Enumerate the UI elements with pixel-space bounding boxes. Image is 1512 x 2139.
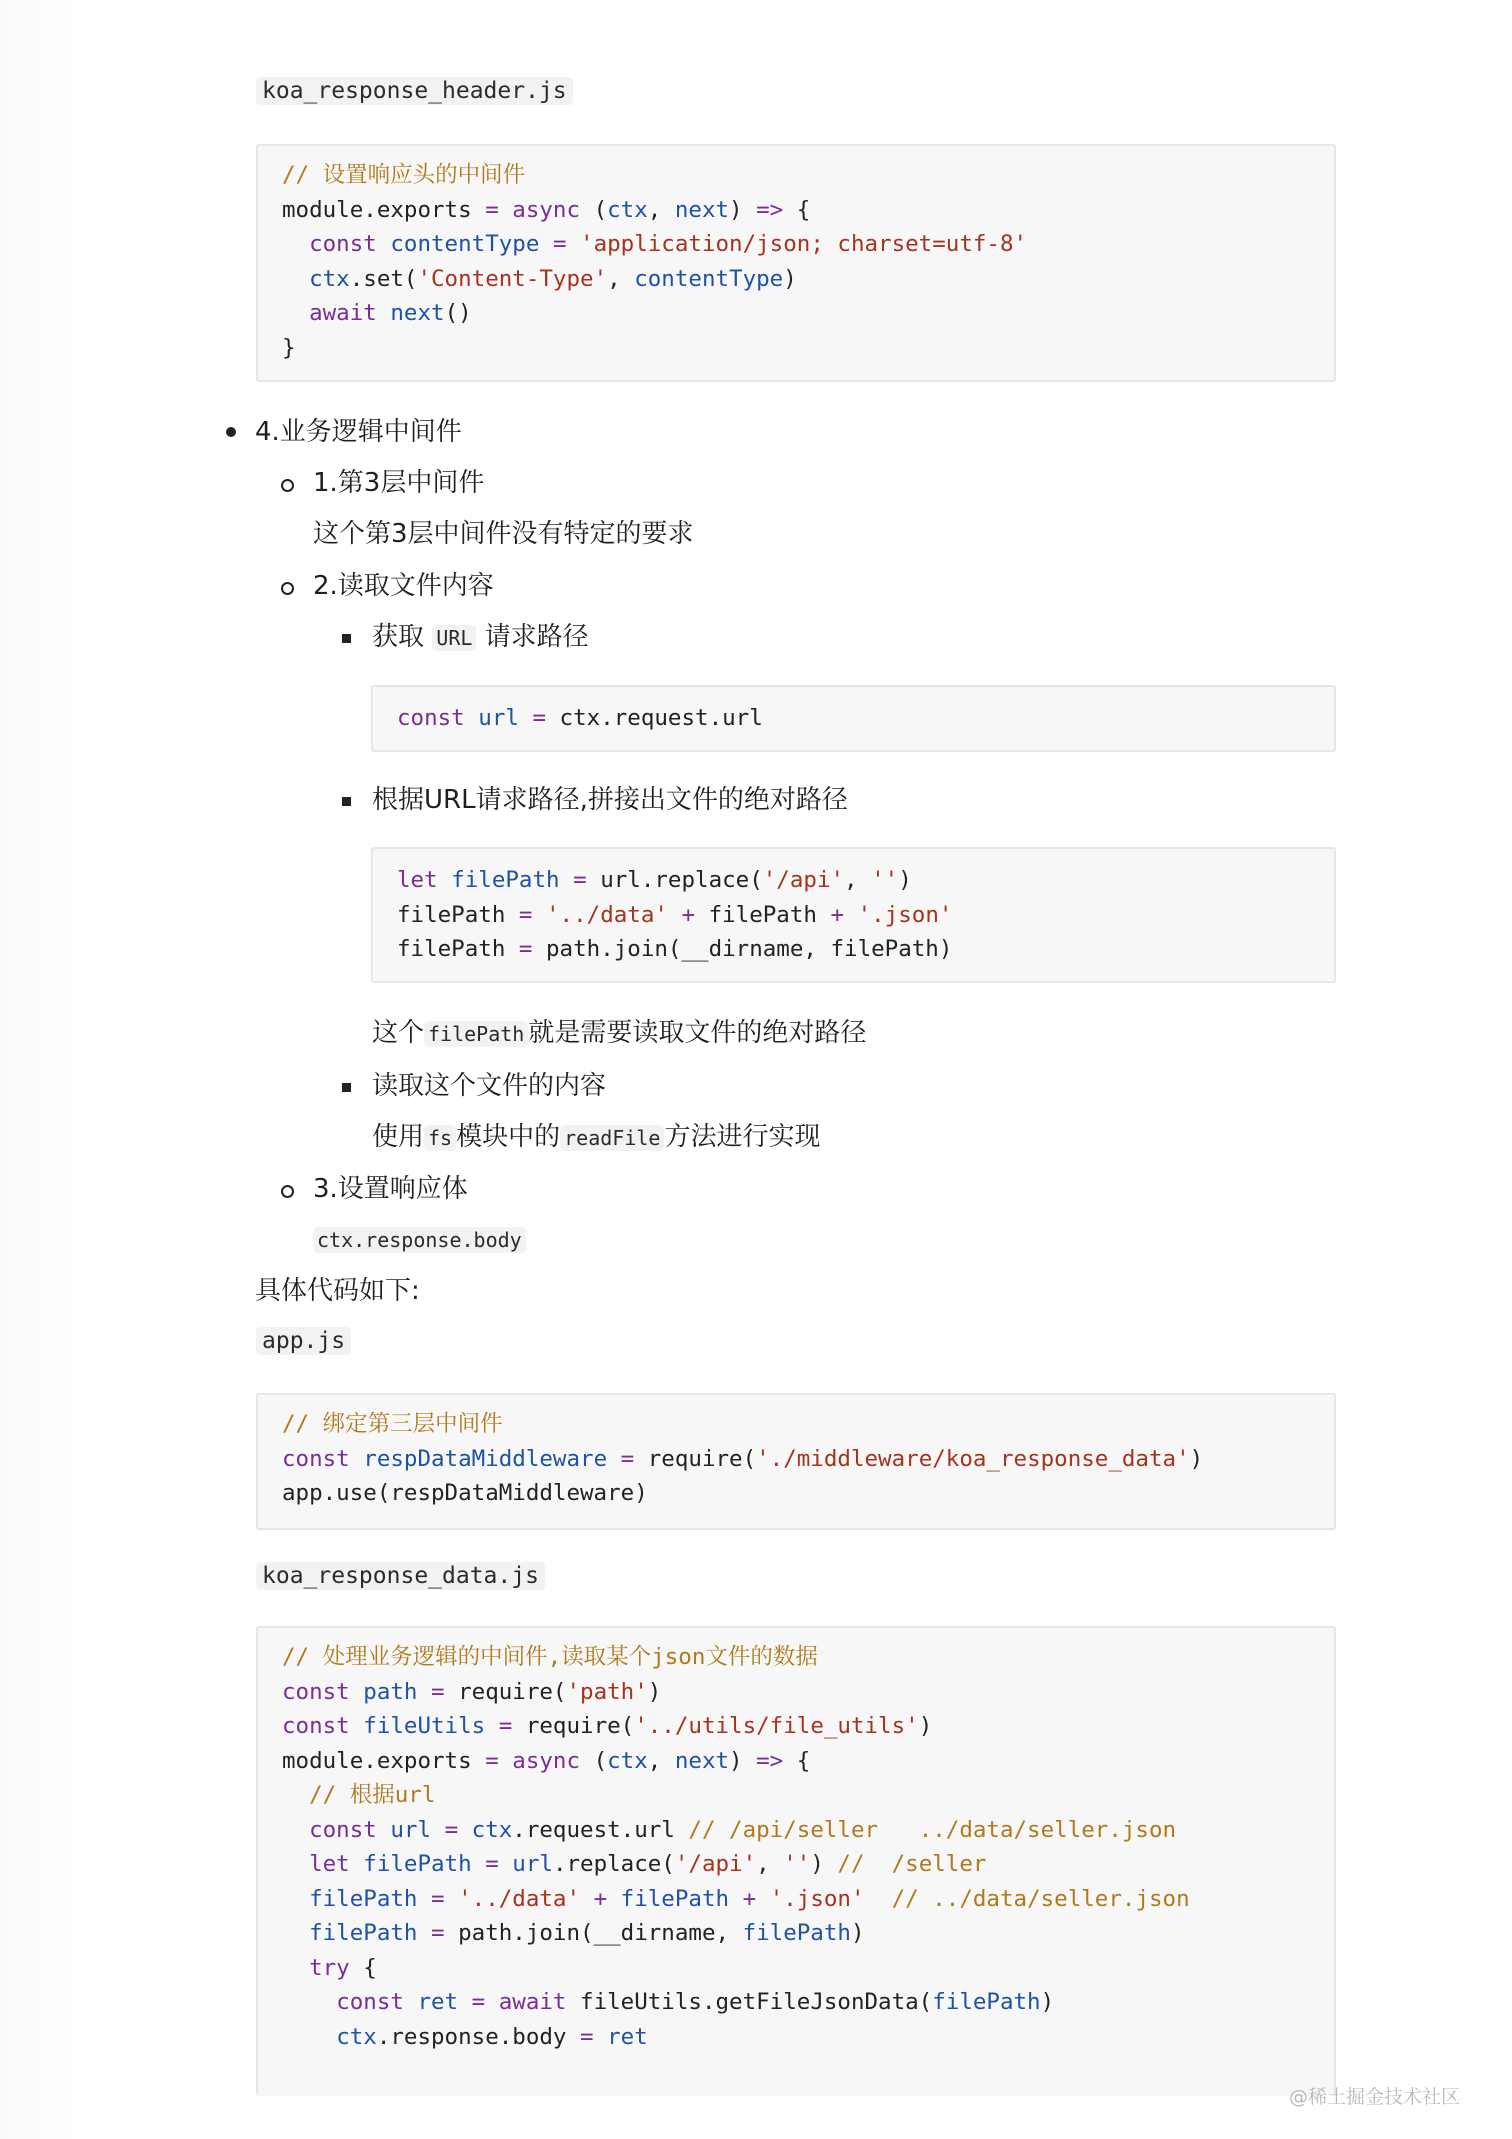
code-token: filePath xyxy=(309,1885,418,1912)
code-token: next xyxy=(674,1747,730,1774)
code-line xyxy=(282,1442,1310,1477)
sub2-bullet-3: 读取这个文件的内容 xyxy=(372,1071,607,1101)
code-token: ) xyxy=(1189,1445,1204,1472)
code-block-get-url xyxy=(371,685,1336,752)
code-token xyxy=(282,1817,309,1843)
code-token: const xyxy=(309,1816,377,1843)
code-token: app.use(respDataMiddleware) xyxy=(282,1480,648,1506)
code-token: = xyxy=(532,705,547,731)
list-item-4: 4.业务逻辑中间件 xyxy=(255,417,462,447)
code-line xyxy=(282,1882,1310,1917)
code-token xyxy=(377,1817,391,1843)
code-token: = xyxy=(620,1445,635,1472)
code-token xyxy=(580,1886,594,1912)
code-token: './middleware/koa_response_data' xyxy=(756,1445,1190,1472)
code-token: require( xyxy=(444,1678,567,1705)
code-token xyxy=(282,1955,309,1981)
code-line xyxy=(282,1675,1310,1710)
sub-item-3-code: ctx.response.body xyxy=(313,1227,526,1253)
code-token xyxy=(282,300,309,326)
code-token: next xyxy=(674,196,730,223)
code-token xyxy=(282,231,309,257)
code-token xyxy=(417,1886,431,1912)
code-token: next xyxy=(390,300,445,326)
code-token: ) xyxy=(850,1920,865,1946)
code-line xyxy=(282,1640,1310,1675)
code-token: { xyxy=(349,1954,377,1981)
code-token xyxy=(485,1989,499,2015)
code-block-response-data xyxy=(256,1626,1336,2096)
code-token xyxy=(458,1817,472,1843)
code-line xyxy=(282,296,1310,331)
code-token: ) xyxy=(783,265,797,292)
sub-item-3-code-wrap xyxy=(313,1222,526,1257)
code-token: ret xyxy=(607,2023,648,2050)
code-token: , xyxy=(607,265,635,292)
code-token xyxy=(668,902,682,928)
code-line xyxy=(282,1476,1310,1511)
code-token: 'path' xyxy=(566,1678,648,1705)
code-token xyxy=(282,1851,309,1877)
code-token: .replace( xyxy=(552,1851,675,1877)
code-token: ( xyxy=(580,1747,608,1774)
sub2-bullet-3-code-fs: fs xyxy=(424,1125,456,1151)
code-token: ctx.request.url xyxy=(546,705,763,731)
code-token: let xyxy=(309,1851,350,1877)
code-token: path xyxy=(363,1678,418,1705)
code-token: filePath xyxy=(363,1851,472,1877)
code-token: + xyxy=(593,1885,608,1912)
code-token: .request.url xyxy=(512,1816,689,1843)
code-token: ) xyxy=(729,196,757,223)
code-token: const xyxy=(336,1989,404,2015)
code-token xyxy=(499,1851,513,1877)
code-token xyxy=(431,1817,445,1843)
code-token: contentType xyxy=(634,265,784,292)
code-token: ( xyxy=(580,196,608,223)
code-token xyxy=(729,1886,743,1912)
code-token: + xyxy=(681,901,696,928)
code-token: .response.body xyxy=(376,2023,581,2050)
code-line xyxy=(282,1985,1310,2020)
code-block-file-path xyxy=(371,847,1336,983)
code-token xyxy=(282,1886,309,1912)
sub2-bullet-1-pre: 获取 xyxy=(372,622,425,652)
code-token: + xyxy=(830,901,845,928)
code-token xyxy=(532,902,546,928)
code-token: // /api/seller ../data/seller.json xyxy=(688,1816,1177,1843)
code-line xyxy=(282,1916,1310,1951)
code-line xyxy=(397,932,1310,967)
code-token: ) xyxy=(810,1851,838,1877)
code-token: '/api' xyxy=(762,867,845,893)
code-token: filePath xyxy=(451,867,560,893)
list-bullet-square xyxy=(342,797,351,806)
code-token: = xyxy=(431,1920,445,1946)
code-token: url.replace( xyxy=(586,867,763,893)
code-token xyxy=(350,1679,364,1705)
sub2-bullet-1-code: URL xyxy=(432,625,476,651)
code-token xyxy=(350,1713,364,1739)
code-token xyxy=(282,2024,336,2050)
code-token: require( xyxy=(634,1445,757,1472)
code-token: filePath xyxy=(620,1885,730,1912)
code-token: => xyxy=(756,1747,784,1774)
code-token: // 处理业务逻辑的中间件,读取某个json文件的数据 xyxy=(282,1644,818,1670)
code-token: filePath xyxy=(309,1920,418,1946)
code-token: , xyxy=(647,196,675,223)
code-block-app xyxy=(256,1393,1336,1530)
code-token: ctx xyxy=(471,1816,513,1843)
code-token xyxy=(566,231,580,257)
code-token: = xyxy=(498,1713,513,1739)
sub2-bullet-3-desc-post: 方法进行实现 xyxy=(664,1122,821,1152)
code-token: respDataMiddleware xyxy=(363,1445,608,1472)
code-line xyxy=(282,1813,1310,1848)
code-token xyxy=(499,1748,513,1774)
code-token: , xyxy=(647,1747,675,1774)
code-token: filePath xyxy=(742,1920,851,1946)
code-line xyxy=(282,1951,1310,1986)
code-token xyxy=(472,1851,486,1877)
sub2-desc-code: filePath xyxy=(424,1021,528,1047)
watermark: @稀土掘金技术社区 xyxy=(1288,2086,1460,2108)
code-line xyxy=(397,701,1310,736)
file-label-app-code: app.js xyxy=(256,1327,351,1355)
code-token xyxy=(539,231,553,257)
code-token xyxy=(282,1989,336,2015)
code-token: fileUtils xyxy=(363,1713,486,1739)
code-token: ctx xyxy=(607,1747,648,1774)
sub2-bullet-2: 根据URL请求路径,拼接出文件的绝对路径 xyxy=(372,785,848,815)
code-token xyxy=(417,1679,431,1705)
code-token: ) xyxy=(898,867,912,893)
file-label-response-data-code: koa_response_data.js xyxy=(256,1562,545,1590)
code-token xyxy=(377,300,391,326)
sub2-bullet-3-code-readfile: readFile xyxy=(560,1125,664,1151)
code-line xyxy=(282,1709,1310,1744)
code-token: async xyxy=(512,1747,581,1774)
list-bullet-circle xyxy=(281,582,294,595)
sub2-bullet-1 xyxy=(372,620,589,655)
code-token: module.exports xyxy=(282,196,486,223)
sub-item-3-title: 3.设置响应体 xyxy=(313,1174,468,1204)
code-token: filePath xyxy=(397,936,519,962)
sub2-desc-post: 就是需要读取文件的绝对路径 xyxy=(528,1018,867,1048)
code-token: contentType xyxy=(390,231,540,257)
code-token: 'Content-Type' xyxy=(417,265,608,292)
concrete-code-intro: 具体代码如下: xyxy=(255,1276,420,1306)
sub2-bullet-3-desc-pre: 使用 xyxy=(372,1122,425,1152)
code-line xyxy=(282,2020,1310,2055)
code-token: try xyxy=(309,1954,350,1981)
code-token xyxy=(756,1886,770,1912)
sub2-bullet-3-desc xyxy=(372,1120,820,1155)
code-token: .set( xyxy=(349,265,418,292)
code-token xyxy=(499,197,513,223)
code-token xyxy=(519,705,533,731)
page-edge-shade xyxy=(0,0,80,2139)
code-token: () xyxy=(444,300,472,326)
code-token: path.join(__dirname, xyxy=(444,1920,743,1946)
code-token: const xyxy=(309,231,377,257)
file-label-app xyxy=(256,1328,351,1354)
code-token xyxy=(417,1920,431,1946)
list-bullet-circle xyxy=(281,1185,294,1198)
sub2-desc-pre: 这个 xyxy=(372,1018,425,1048)
code-line xyxy=(282,1847,1310,1882)
code-token: // 根据url xyxy=(309,1782,436,1808)
code-token: = xyxy=(485,1747,499,1774)
sub2-bullet-3-desc-mid: 模块中的 xyxy=(456,1122,561,1152)
code-block-response-header xyxy=(256,144,1336,382)
code-token: ctx xyxy=(309,265,350,292)
code-token: fileUtils.getFileJsonData( xyxy=(566,1989,933,2015)
code-token: = xyxy=(471,1989,486,2015)
code-token: // ../data/seller.json xyxy=(891,1885,1190,1912)
code-line xyxy=(397,863,1310,898)
code-token: filePath xyxy=(695,901,831,928)
code-token: '.json' xyxy=(769,1885,865,1912)
code-line xyxy=(282,158,1310,193)
code-line xyxy=(282,193,1310,228)
sub-item-1-title: 1.第3层中间件 xyxy=(313,468,485,498)
code-token: await xyxy=(309,300,377,326)
code-token: // /seller xyxy=(837,1851,987,1877)
code-token xyxy=(560,867,574,893)
code-line xyxy=(282,227,1310,262)
code-token xyxy=(404,1989,418,2015)
code-token xyxy=(465,705,479,731)
sub2-bullet-1-post: 请求路径 xyxy=(484,622,589,652)
code-token xyxy=(607,1446,621,1472)
code-token: ) xyxy=(918,1713,933,1739)
code-token: url xyxy=(390,1816,432,1843)
code-token: ) xyxy=(1040,1989,1055,2015)
sub-item-2-title: 2.读取文件内容 xyxy=(313,571,494,601)
code-token: , xyxy=(844,867,872,893)
code-token: = xyxy=(485,1851,499,1877)
code-token: , xyxy=(756,1851,784,1877)
code-token: url xyxy=(478,705,519,731)
code-token: require( xyxy=(512,1713,635,1739)
code-token: const xyxy=(282,1678,350,1705)
code-token xyxy=(282,1920,309,1946)
code-token: ) xyxy=(647,1678,662,1705)
code-token xyxy=(865,1886,892,1912)
list-bullet-circle xyxy=(281,479,294,492)
code-token: + xyxy=(742,1885,757,1912)
code-token: await xyxy=(498,1989,567,2015)
code-line xyxy=(282,1778,1310,1813)
code-token: async xyxy=(512,196,581,223)
code-token: '' xyxy=(783,1851,811,1877)
code-token: = xyxy=(485,196,499,223)
code-line xyxy=(397,898,1310,933)
code-token: const xyxy=(282,1713,350,1739)
code-token: filePath xyxy=(932,1989,1041,2015)
code-token xyxy=(594,2024,608,2050)
code-token: = xyxy=(573,867,587,893)
list-bullet-disc xyxy=(226,427,236,437)
code-token: = xyxy=(580,2023,594,2050)
code-line xyxy=(282,1744,1310,1779)
code-token: path.join(__dirname, filePath) xyxy=(532,936,953,962)
code-token: // 绑定第三层中间件 xyxy=(282,1411,503,1437)
code-token xyxy=(377,231,391,257)
code-token: = xyxy=(552,231,567,257)
code-token: { xyxy=(783,196,811,223)
code-token: ctx xyxy=(607,196,648,223)
code-token xyxy=(844,902,858,928)
code-token xyxy=(350,1851,364,1877)
code-token: // 设置响应头的中间件 xyxy=(282,162,526,188)
code-token: 'application/json; charset=utf-8' xyxy=(580,231,1028,257)
code-token: '../utils/file_utils' xyxy=(634,1713,919,1739)
code-token: ) xyxy=(729,1747,757,1774)
code-token: '../data' xyxy=(458,1885,581,1912)
file-label-response-data xyxy=(256,1563,545,1589)
code-token: '/api' xyxy=(674,1851,757,1877)
code-token: ctx xyxy=(336,2023,377,2050)
code-token xyxy=(282,266,309,292)
code-token: '' xyxy=(871,867,899,893)
code-line xyxy=(282,1407,1310,1442)
code-token: ret xyxy=(417,1989,459,2015)
list-bullet-square xyxy=(342,634,351,643)
code-token xyxy=(445,1886,459,1912)
code-token xyxy=(350,1446,364,1472)
code-token: url xyxy=(512,1851,553,1877)
code-token: '../data' xyxy=(546,901,668,928)
code-token xyxy=(607,1886,621,1912)
code-token: = xyxy=(431,1678,445,1705)
code-token xyxy=(485,1713,499,1739)
code-token: '.json' xyxy=(857,901,953,928)
code-token: = xyxy=(518,936,533,962)
code-token: let xyxy=(397,867,438,893)
file-label-header xyxy=(256,78,573,104)
code-token xyxy=(282,1782,309,1808)
sub2-desc xyxy=(372,1016,866,1051)
code-token: } xyxy=(282,334,296,361)
code-token: = xyxy=(444,1816,459,1843)
file-label-header-code: koa_response_header.js xyxy=(256,77,573,105)
code-token: filePath xyxy=(397,901,519,928)
list-bullet-square xyxy=(342,1083,351,1092)
code-token xyxy=(438,867,452,893)
code-token: => xyxy=(756,196,784,223)
code-token: = xyxy=(518,901,533,928)
code-token: { xyxy=(783,1747,811,1774)
code-line xyxy=(282,262,1310,297)
code-token xyxy=(458,1989,472,2015)
code-line xyxy=(282,331,1310,366)
code-token: const xyxy=(282,1445,350,1472)
code-token: module.exports xyxy=(282,1747,486,1774)
sub-item-1-desc: 这个第3层中间件没有特定的要求 xyxy=(313,519,694,549)
code-token: const xyxy=(397,705,465,731)
code-token: = xyxy=(431,1885,445,1912)
